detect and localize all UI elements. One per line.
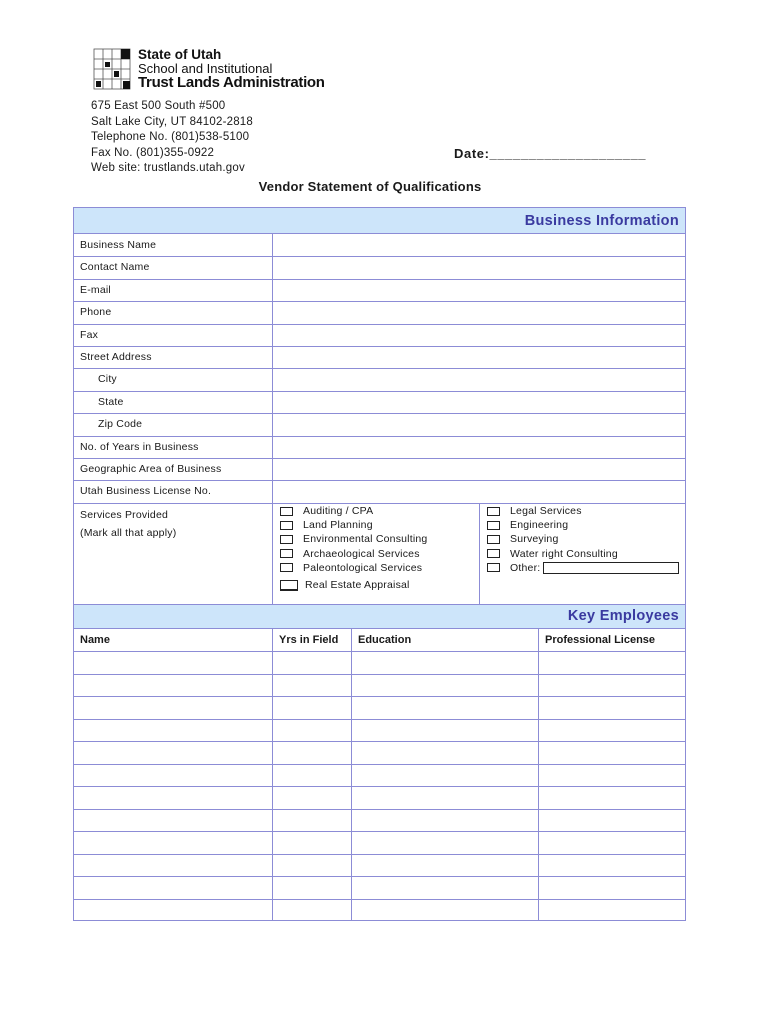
employee-cell[interactable] bbox=[273, 786, 351, 809]
field-label: Fax bbox=[80, 328, 99, 341]
service-paleontological[interactable] bbox=[280, 561, 427, 575]
employee-cell[interactable] bbox=[352, 809, 538, 832]
field-label: Phone bbox=[80, 306, 112, 319]
address-city: Salt Lake City, UT 84102-2818 bbox=[91, 115, 253, 128]
service-label: Water right Consulting bbox=[510, 547, 618, 560]
employee-cell[interactable] bbox=[539, 831, 685, 854]
employee-cell[interactable] bbox=[539, 719, 685, 742]
employee-cell[interactable] bbox=[539, 899, 685, 922]
employee-cell[interactable] bbox=[273, 831, 351, 854]
checkbox-icon[interactable] bbox=[280, 580, 298, 591]
service-environmental[interactable] bbox=[280, 532, 427, 546]
logo-line-2: School and Institutional bbox=[138, 61, 273, 76]
field-label: Street Address bbox=[80, 351, 152, 363]
date-field[interactable]: Date:____________________ bbox=[454, 146, 647, 161]
employee-cell[interactable] bbox=[539, 741, 685, 764]
services-label: Services Provided bbox=[80, 509, 169, 521]
employee-cell[interactable] bbox=[74, 854, 272, 877]
employee-cell[interactable] bbox=[273, 854, 351, 877]
employee-cell[interactable] bbox=[273, 876, 351, 899]
employee-cell[interactable] bbox=[273, 674, 351, 697]
qualifications-form bbox=[73, 207, 686, 921]
checkbox-icon[interactable] bbox=[280, 521, 293, 530]
employee-cell[interactable] bbox=[74, 786, 272, 809]
field-input[interactable] bbox=[273, 279, 685, 301]
employee-cell[interactable] bbox=[539, 786, 685, 809]
checkbox-icon[interactable] bbox=[487, 563, 500, 572]
document-title: Vendor Statement of Qualifications bbox=[258, 179, 482, 194]
checkbox-icon[interactable] bbox=[280, 535, 293, 544]
field-label: Contact Name bbox=[80, 261, 150, 274]
services-left-list bbox=[280, 504, 427, 592]
field-label: State bbox=[98, 395, 124, 408]
employee-cell[interactable] bbox=[352, 899, 538, 922]
key-employees-heading: Key Employees bbox=[567, 608, 679, 624]
field-input[interactable] bbox=[273, 368, 685, 390]
employee-cell[interactable] bbox=[539, 854, 685, 877]
field-input[interactable] bbox=[273, 234, 685, 256]
employee-cell[interactable] bbox=[539, 809, 685, 832]
employee-cell[interactable] bbox=[74, 764, 272, 787]
employee-cell[interactable] bbox=[352, 786, 538, 809]
service-label: Paleontological Services bbox=[303, 561, 423, 574]
employee-cell[interactable] bbox=[352, 674, 538, 697]
employee-cell[interactable] bbox=[74, 899, 272, 922]
field-label: Business Name bbox=[80, 239, 157, 251]
agency-logo bbox=[93, 47, 338, 93]
key-employees-header bbox=[74, 604, 685, 629]
employee-cell[interactable] bbox=[352, 651, 538, 674]
service-label: Engineering bbox=[510, 519, 569, 532]
service-label: Land Planning bbox=[303, 519, 373, 532]
service-label: Auditing / CPA bbox=[303, 505, 374, 517]
checkbox-icon[interactable] bbox=[280, 563, 293, 572]
service-label: Surveying bbox=[510, 533, 559, 546]
employee-cell[interactable] bbox=[273, 899, 351, 922]
field-label: No. of Years in Business bbox=[80, 440, 199, 453]
field-input[interactable] bbox=[273, 391, 685, 413]
service-real-estate[interactable] bbox=[280, 578, 427, 592]
employee-cell[interactable] bbox=[352, 719, 538, 742]
employee-cell[interactable] bbox=[74, 876, 272, 899]
employee-cell[interactable] bbox=[74, 741, 272, 764]
address-website: Web site: trustlands.utah.gov bbox=[91, 162, 245, 175]
field-label: Geographic Area of Business bbox=[80, 463, 222, 475]
employee-cell[interactable] bbox=[352, 741, 538, 764]
service-label: Other: bbox=[510, 561, 541, 574]
logo-line-3: Trust Lands Administration bbox=[138, 74, 325, 91]
employee-cell[interactable] bbox=[273, 764, 351, 787]
checkbox-icon[interactable] bbox=[280, 549, 293, 558]
employee-cell[interactable] bbox=[74, 809, 272, 832]
checkbox-icon[interactable] bbox=[280, 507, 293, 516]
employee-cell[interactable] bbox=[352, 696, 538, 719]
field-input[interactable] bbox=[273, 301, 685, 323]
address-fax: Fax No. (801)355-0922 bbox=[91, 146, 215, 159]
services-divider bbox=[479, 503, 480, 604]
employee-cell[interactable] bbox=[74, 651, 272, 674]
field-label: Zip Code bbox=[98, 418, 143, 431]
employee-cell[interactable] bbox=[352, 854, 538, 877]
service-surveying[interactable] bbox=[487, 532, 679, 546]
field-label: Utah Business License No. bbox=[80, 485, 212, 498]
employee-cell[interactable] bbox=[539, 674, 685, 697]
logo-text bbox=[138, 48, 325, 90]
employee-cell[interactable] bbox=[273, 809, 351, 832]
field-input[interactable] bbox=[273, 346, 685, 368]
employee-cell[interactable] bbox=[352, 831, 538, 854]
field-input[interactable] bbox=[273, 324, 685, 346]
checkbox-icon[interactable] bbox=[487, 521, 500, 530]
field-input[interactable] bbox=[273, 436, 685, 458]
label-divider bbox=[272, 234, 273, 604]
logo-line-1: State of Utah bbox=[138, 47, 222, 62]
address-block bbox=[91, 99, 253, 177]
service-land-planning[interactable] bbox=[280, 518, 427, 532]
field-input[interactable] bbox=[273, 458, 685, 480]
employee-cell[interactable] bbox=[74, 674, 272, 697]
column-header-license: Professional License bbox=[545, 634, 656, 646]
employee-cell[interactable] bbox=[273, 741, 351, 764]
service-legal[interactable] bbox=[487, 504, 679, 518]
service-label: Legal Services bbox=[510, 505, 582, 517]
services-sublabel: (Mark all that apply) bbox=[80, 527, 177, 539]
checkbox-icon[interactable] bbox=[487, 535, 500, 544]
services-right-list bbox=[487, 504, 679, 575]
employee-cell[interactable] bbox=[352, 876, 538, 899]
employee-cell[interactable] bbox=[539, 764, 685, 787]
service-other[interactable] bbox=[487, 561, 679, 575]
column-header-name: Name bbox=[80, 634, 110, 646]
service-auditing[interactable] bbox=[280, 504, 427, 518]
employee-cell[interactable] bbox=[539, 651, 685, 674]
employee-cell[interactable] bbox=[352, 764, 538, 787]
other-service-input[interactable] bbox=[543, 562, 679, 574]
service-label: Real Estate Appraisal bbox=[305, 578, 410, 591]
field-input[interactable] bbox=[273, 256, 685, 278]
field-input[interactable] bbox=[273, 480, 685, 502]
employee-cell[interactable] bbox=[539, 696, 685, 719]
checkbox-icon[interactable] bbox=[487, 507, 500, 516]
field-input[interactable] bbox=[273, 413, 685, 435]
service-label: Environmental Consulting bbox=[303, 533, 428, 546]
employee-cell[interactable] bbox=[273, 696, 351, 719]
business-info-heading: Business Information bbox=[524, 213, 679, 229]
field-label: E-mail bbox=[80, 283, 111, 296]
employee-cell[interactable] bbox=[273, 651, 351, 674]
address-telephone: Telephone No. (801)538-5100 bbox=[91, 131, 250, 144]
business-info-header bbox=[74, 208, 685, 234]
column-header-education: Education bbox=[358, 634, 412, 646]
field-label: City bbox=[98, 373, 117, 386]
employee-cell[interactable] bbox=[74, 719, 272, 742]
service-water-right[interactable] bbox=[487, 547, 679, 561]
checkbox-icon[interactable] bbox=[487, 549, 500, 558]
employee-cell[interactable] bbox=[74, 696, 272, 719]
employee-cell[interactable] bbox=[273, 719, 351, 742]
employee-cell[interactable] bbox=[539, 876, 685, 899]
column-header-years: Yrs in Field bbox=[279, 634, 339, 646]
employee-cell[interactable] bbox=[74, 831, 272, 854]
service-archaeological[interactable] bbox=[280, 547, 427, 561]
address-street: 675 East 500 South #500 bbox=[91, 100, 226, 112]
service-label: Archaeological Services bbox=[303, 547, 420, 560]
logo-grid-icon bbox=[93, 47, 133, 91]
service-engineering[interactable] bbox=[487, 518, 679, 532]
